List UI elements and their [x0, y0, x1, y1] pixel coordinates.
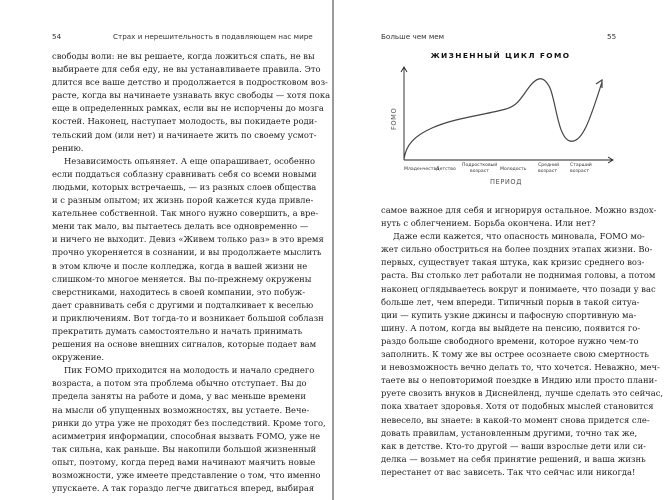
- text-line: жет сильно обостриться на более поздних этапах жизни. Во-: [381, 244, 653, 255]
- right-page-number: 55: [607, 32, 617, 41]
- text-line: предела заняты на работе и дома, у вас меньше времени: [52, 391, 306, 402]
- tick-label: Младенчество: [404, 167, 439, 172]
- text-line: нуть с облегчением. Борьба окончена. Или нет?: [381, 218, 596, 229]
- tick-label: Подростковый: [462, 163, 498, 168]
- text-line: людьми, которых встречаешь, — из разных слоев общества: [52, 181, 317, 192]
- text-line: сверстниками, находитесь в своей компании, это побуж-: [52, 286, 306, 297]
- figure-title: ЖИЗНЕННЫЙ ЦИКЛ FOMO: [430, 51, 571, 60]
- left-page: [0, 0, 332, 500]
- text-line: и невозможность вечно делать то, что хочется. Неважно, меч-: [381, 362, 660, 373]
- text-line: тельский дом (или нет) и начинаете жить по своему усмот-: [52, 129, 317, 140]
- text-line: Независимость опьяняет. А еще опарашивает, особенно: [64, 155, 316, 166]
- tick-label: Старший: [570, 163, 592, 168]
- text-line: невесело, вы знаете: в какой-то момент снова придется сле-: [381, 414, 650, 425]
- text-line: упускаете. А так гораздо легче двигаться вперед, выбирая: [52, 483, 315, 494]
- x-axis-label: ПЕРИОД: [490, 178, 522, 186]
- text-line: на мысли об упущенных возможностях, вы устаете. Вече-: [52, 404, 310, 415]
- text-line: и приключениям. Вот тогда-то и возникает большой соблазн: [52, 312, 324, 323]
- text-line: ринки до утра уже не проходят без последствий. Кроме того,: [52, 417, 326, 428]
- text-line: возможности, уже имеете представление о том, что именно: [52, 470, 321, 480]
- text-line: Пик FOMO приходится на молодость и начало среднего: [64, 365, 315, 376]
- text-line: решения на основе внешних сигналов, которые подает вам: [52, 339, 317, 350]
- text-line: еще в определенных рамках, если вы не испорчены до мозга: [52, 103, 324, 114]
- text-line: заполнить. К тому же вы острее осознаете свою смертность: [381, 349, 649, 360]
- text-line: свободы воли: не вы решаете, когда ложиться спать, не вы: [52, 51, 315, 61]
- text-line: и с разным опытом; их жизнь порой кажется куда привле-: [52, 195, 314, 206]
- tick-label: возраст: [570, 169, 589, 174]
- text-line: Даже если кажется, что опасность миновала, FOMO мо-: [393, 231, 645, 242]
- text-line: длится все ваше детство и продолжается в подростковом воз-: [52, 77, 328, 88]
- text-line: мени так мало, вы пытаетесь делать все одновременно —: [52, 221, 309, 232]
- text-line: пока хватает здоровья. Хотя от подобных мыслей становится: [381, 401, 654, 412]
- text-line: если поддаться соблазну сравнивать себя со всеми новыми: [52, 168, 317, 179]
- text-line: таете вы о неповторимой поездке в Индию или просто плани-: [381, 375, 658, 386]
- text-line: опыт, поэтому, когда перед вами начинают маячить новые: [52, 456, 316, 467]
- text-line: самое важное для себя и игнорируя остальное. Можно вздох-: [381, 205, 657, 215]
- right-body-text: [381, 204, 664, 479]
- text-line: слишком-то многое меняется. Вы по-прежнему окружены: [52, 273, 312, 284]
- text-line: асимметрия информации, способная вызвать FOMO, уже не: [52, 430, 321, 441]
- text-line: выбираете для себя еду, не вы устанавливаете правила. Это: [52, 64, 321, 75]
- left-running-head: Страх и нерешительность в подавляющем нас мире: [113, 32, 313, 41]
- text-line: кательнее собственной. Так много нужно совершить, а вре-: [52, 208, 319, 219]
- text-line: как в детстве. Кто-то другой — ваши взрослые дети или си-: [381, 440, 647, 451]
- left-body-text: [52, 50, 331, 495]
- tick-label: возраст: [538, 169, 557, 174]
- text-line: раста. Вы столько лет работали не поднимая головы, а потом: [381, 270, 656, 281]
- tick-label: Средний: [538, 163, 560, 168]
- text-line: ции — купить узкие джинсы и пафосную спортивную ма-: [381, 309, 637, 320]
- text-line: рению.: [52, 142, 84, 153]
- text-line: расте, когда вы начинаете узнавать вкус свободы — хотя пока: [52, 90, 331, 101]
- fomo-curve: [404, 79, 602, 159]
- text-line: раздо больше свободного времени, которое нужно чем-то: [381, 335, 639, 346]
- right-running-head: Больше чем мем: [381, 32, 445, 41]
- text-line: больше лет, чем впереди. Типичный порыв в такой ситуа-: [381, 296, 640, 307]
- left-page-number: 54: [52, 32, 62, 41]
- text-line: в этом ключе и после колледжа, когда в вашей жизни не: [52, 260, 308, 271]
- text-line: прекратить думать самостоятельно и начать принимать: [52, 325, 303, 336]
- y-axis-label: FOMO: [390, 107, 398, 130]
- text-line: дает сравнивать себя с другими и подталкивает к веселью: [52, 299, 314, 310]
- text-line: костей. Наконец, наступает молодость, вы покидаете роди-: [52, 116, 318, 127]
- text-line: перестанет от вас зависеть. Так что сейчас или никогда!: [381, 466, 636, 477]
- text-line: довать правилам, установленным другими, точно так же,: [381, 427, 638, 438]
- text-line: прочно укореняется в сознании, и вы продолжаете мыслить: [52, 247, 322, 258]
- text-line: возраста, а потом эта проблема обычно отступает. Вы до: [52, 378, 307, 389]
- text-line: руете свозить внуков в Диснейленд, лучше сделать это сейчас,: [381, 388, 664, 399]
- fomo-lifecycle-chart: [334, 60, 667, 190]
- tick-label: Детство: [436, 167, 456, 172]
- tick-label: возраст: [470, 169, 489, 174]
- text-line: наконец оглядываетесь вокруг и понимаете, что позади у вас: [381, 283, 656, 294]
- tick-label: Молодость: [500, 167, 527, 172]
- text-line: шину. А потом, когда вы выйдете на пенсию, появится го-: [381, 322, 641, 333]
- text-line: первых, существует такая штука, как кризис среднего воз-: [381, 257, 645, 268]
- text-line: так сильна, как раньше. Вы накопили большой жизненный: [52, 443, 317, 454]
- text-line: окружение.: [52, 352, 105, 363]
- text-line: и ничего не выходит. Девиз «Живем только раз» в это время: [52, 234, 324, 245]
- text-line: делка — возьмет на себя принятие решений, и ваша жизнь: [381, 453, 646, 464]
